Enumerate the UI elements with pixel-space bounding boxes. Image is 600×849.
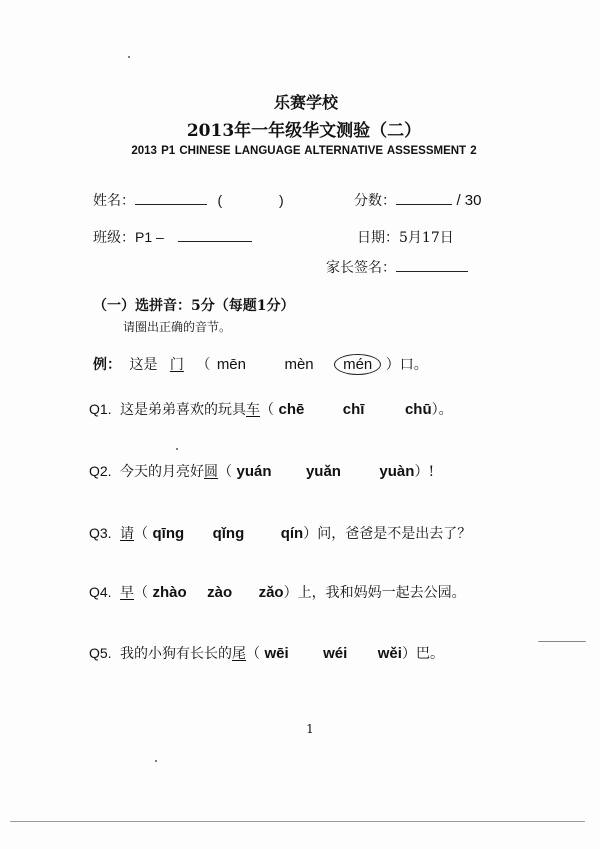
example-post: ）口。 — [385, 357, 428, 373]
target-word: 尾 — [232, 646, 247, 662]
example-option-1: mēn — [216, 356, 246, 373]
date-label: 日期： — [357, 230, 399, 246]
name-label: 姓名： — [93, 193, 135, 209]
option-2[interactable]: wéi — [323, 645, 348, 662]
question-4: Q4. 早（ zhào zào zǎo）上，我和妈妈一起去公园。 — [89, 584, 466, 601]
scan-speck — [155, 760, 157, 762]
class-prefix: P1 – — [135, 229, 164, 245]
example-option-3-circled: mén — [334, 354, 381, 375]
class-field — [93, 227, 252, 247]
scan-dash-line — [538, 641, 586, 642]
example-pre: 这是 — [129, 357, 158, 373]
question-5: Q5. 我的小狗有长长的尾（ wēi wéi wěi）巴。 — [89, 645, 444, 662]
option-1[interactable]: yuán — [236, 463, 272, 480]
scan-speck — [176, 448, 178, 450]
score-blank[interactable] — [396, 204, 452, 205]
section-heading: （一）选拼音：5分（每题1分） — [93, 298, 295, 314]
target-word: 请 — [120, 526, 135, 542]
score-field — [354, 190, 481, 210]
target-word: 圆 — [204, 464, 219, 480]
date-field — [357, 227, 454, 247]
option-3[interactable]: chū — [404, 401, 432, 418]
example-option-2: mèn — [284, 356, 314, 373]
target-word: 早 — [120, 585, 135, 601]
parent-signature-field — [326, 257, 468, 277]
option-2[interactable]: zào — [207, 584, 233, 601]
option-1[interactable]: qīng — [152, 525, 185, 542]
option-3[interactable]: yuàn — [379, 463, 415, 480]
example-label: 例： — [93, 357, 121, 373]
score-label: 分数： — [354, 193, 396, 209]
name-blank[interactable] — [135, 204, 207, 205]
option-3[interactable]: qín — [280, 525, 304, 542]
option-1[interactable]: chē — [278, 401, 305, 418]
scan-speck — [128, 56, 130, 58]
option-1[interactable]: wēi — [264, 645, 289, 662]
option-3[interactable]: wěi — [377, 645, 402, 662]
section-instruction: 请圈出正确的音节。 — [123, 320, 232, 334]
question-2: Q2. 今天的月亮好圆（ yuán yuǎn yuàn）! — [89, 463, 435, 480]
test-title: 2013年一年级华文测验（二） — [186, 121, 422, 141]
parent-signature-blank[interactable] — [396, 271, 468, 272]
name-field: 姓名： ( ) — [93, 192, 284, 209]
question-1: Q1. 这是弟弟喜欢的玩具车（ chē chī chū）。 — [89, 401, 453, 418]
option-2[interactable]: chī — [342, 401, 365, 418]
example-word: 门 — [169, 357, 184, 373]
option-1[interactable]: zhào — [152, 584, 187, 601]
parent-signature-label: 家长签名： — [326, 260, 396, 276]
option-3[interactable]: zǎo — [258, 584, 284, 601]
option-2[interactable]: yuǎn — [305, 463, 341, 480]
class-label: 班级： — [93, 230, 135, 246]
question-3: Q3. 请（ qīng qǐng qín）问，爸爸是不是出去了？ — [89, 525, 472, 542]
test-subtitle: 2013 P1 CHINESE LANGUAGE ALTERNATIVE ASSESSMENT 2 — [131, 145, 477, 157]
option-2[interactable]: qǐng — [212, 525, 245, 542]
page-number: 1 — [306, 722, 314, 736]
score-total: / 30 — [456, 192, 482, 209]
date-value: 5月17日 — [399, 230, 454, 246]
example-row: 例： 这是 门 （ mēn mèn mén ）口。 — [93, 356, 428, 373]
school-name: 乐赛学校 — [273, 93, 339, 112]
scan-edge-line — [10, 821, 585, 822]
target-word: 车 — [246, 402, 261, 418]
class-blank[interactable] — [178, 241, 252, 242]
